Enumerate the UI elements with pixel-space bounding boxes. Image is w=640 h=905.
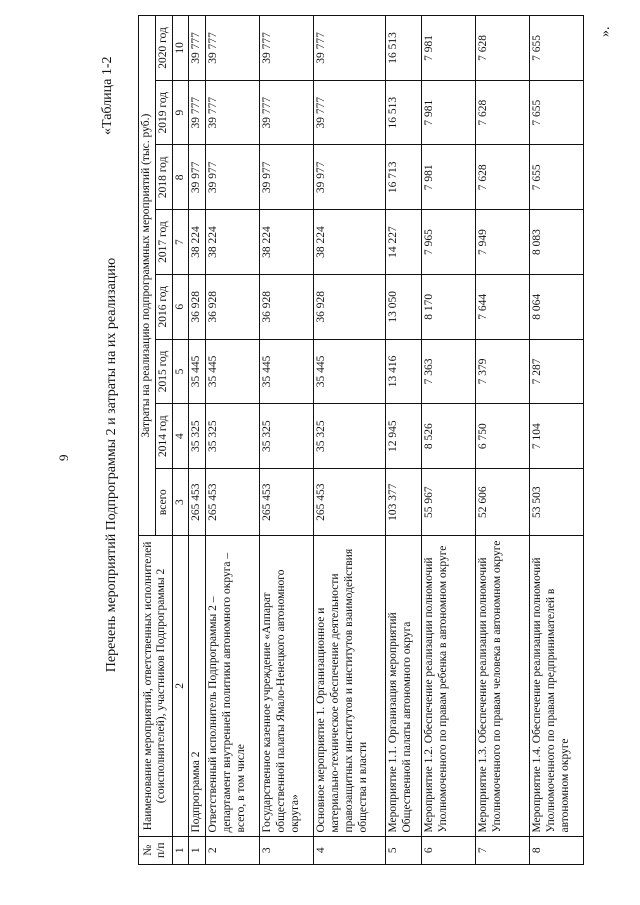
cell-value: 38 224 — [260, 210, 314, 275]
cell-value: 36 928 — [206, 274, 260, 339]
row-name: Подпрограмма 2 — [189, 536, 206, 836]
cell-value: 7 981 — [422, 16, 476, 81]
cell-value: 7 644 — [476, 274, 530, 339]
row-name: Мероприятие 1.1. Организация мероприятий Общественной палаты автономного округа — [386, 536, 422, 836]
header-year: 2014 год — [155, 404, 172, 469]
cell-value: 35 325 — [206, 404, 260, 469]
column-number: 8 — [172, 145, 189, 210]
header-year: 2019 год — [155, 80, 172, 145]
table-row — [476, 16, 530, 865]
cell-value: 35 445 — [206, 339, 260, 404]
cell-value: 13 416 — [386, 339, 422, 404]
cell-value: 39 777 — [260, 80, 314, 145]
table-row — [260, 16, 314, 865]
cell-total: 265 453 — [206, 469, 260, 536]
cell-value: 7 628 — [476, 145, 530, 210]
cell-value: 38 224 — [189, 210, 206, 275]
cell-value: 7 949 — [476, 210, 530, 275]
cell-value: 35 445 — [314, 339, 386, 404]
cell-total: 265 453 — [314, 469, 386, 536]
cell-value: 7 655 — [530, 16, 584, 81]
cell-value: 16 713 — [386, 145, 422, 210]
cell-value: 14 227 — [386, 210, 422, 275]
table-row — [314, 16, 386, 865]
cell-value: 7 379 — [476, 339, 530, 404]
cell-total: 103 377 — [386, 469, 422, 536]
cell-value: 7 981 — [422, 80, 476, 145]
row-number: 5 — [386, 836, 422, 864]
column-number: 9 — [172, 80, 189, 145]
header-year: 2018 год — [155, 145, 172, 210]
header-num: № п/п — [139, 836, 173, 864]
cell-value: 39 977 — [206, 145, 260, 210]
cell-value: 7 363 — [422, 339, 476, 404]
cell-value: 7 628 — [476, 80, 530, 145]
column-number: 1 — [172, 836, 189, 864]
cell-value: 38 224 — [314, 210, 386, 275]
column-number: 2 — [172, 536, 189, 836]
costs-table — [138, 15, 584, 865]
cell-value: 7 655 — [530, 80, 584, 145]
row-number: 2 — [206, 836, 260, 864]
row-name: Основное мероприятие 1. Организационное и материально-техническое обеспечение деятельности правозащитных институтов и институтов взаимодействия общества и власти — [314, 536, 386, 836]
cell-value: 35 325 — [314, 404, 386, 469]
cell-total: 52 606 — [476, 469, 530, 536]
cell-value: 8 083 — [530, 210, 584, 275]
cell-value: 12 945 — [386, 404, 422, 469]
row-number: 6 — [422, 836, 476, 864]
cell-value: 39 777 — [189, 80, 206, 145]
column-number-row — [172, 16, 189, 865]
cell-value: 7 628 — [476, 16, 530, 81]
cell-value: 13 050 — [386, 274, 422, 339]
table-label: «Таблица 1-2 — [100, 56, 115, 135]
cell-value: 7 655 — [530, 145, 584, 210]
cell-value: 7 287 — [530, 339, 584, 404]
cell-value: 39 777 — [206, 16, 260, 81]
column-number: 3 — [172, 469, 189, 536]
cell-value: 35 445 — [260, 339, 314, 404]
column-number: 7 — [172, 210, 189, 275]
cell-value: 7 981 — [422, 145, 476, 210]
table-row — [206, 16, 260, 865]
table-row — [189, 16, 206, 865]
row-number: 4 — [314, 836, 386, 864]
row-number: 3 — [260, 836, 314, 864]
header-year: 2017 год — [155, 210, 172, 275]
header-year: 2016 год — [155, 274, 172, 339]
cell-value: 16 513 — [386, 80, 422, 145]
cell-value: 7 104 — [530, 404, 584, 469]
cell-value: 8 170 — [422, 274, 476, 339]
page-number: 9 — [56, 454, 71, 461]
cell-total: 53 503 — [530, 469, 584, 536]
header-costs-group: Затраты на реализацию подпрограммных мероприятий (тыс. руб.) — [139, 16, 156, 536]
cell-value: 39 777 — [314, 80, 386, 145]
cell-value: 35 325 — [260, 404, 314, 469]
row-number: 8 — [530, 836, 584, 864]
document-title: Перечень мероприятий Подпрограммы 2 и затраты на их реализацию — [104, 257, 119, 673]
row-name: Мероприятие 1.4. Обеспечение реализации полномочий Уполномоченного по правам предпринимателей в автономном округе — [530, 536, 584, 836]
cell-value: 35 325 — [189, 404, 206, 469]
cell-value: 8 064 — [530, 274, 584, 339]
cell-value: 39 977 — [260, 145, 314, 210]
row-name: Мероприятие 1.2. Обеспечение реализации полномочий Уполномоченного по правам ребенка в автономном округе — [422, 536, 476, 836]
cell-total: 55 967 — [422, 469, 476, 536]
column-number: 10 — [172, 16, 189, 81]
cell-total: 265 453 — [189, 469, 206, 536]
cell-value: 36 928 — [189, 274, 206, 339]
row-name: Ответственный исполнитель Подпрограммы 2 – департамент внутренней политики автономного округа – всего, в том числе — [206, 536, 260, 836]
cell-total: 265 453 — [260, 469, 314, 536]
column-number: 4 — [172, 404, 189, 469]
cell-value: 8 526 — [422, 404, 476, 469]
cell-value: 35 445 — [189, 339, 206, 404]
cell-value: 39 777 — [206, 80, 260, 145]
cell-value: 36 928 — [260, 274, 314, 339]
row-name: Государственное казенное учреждение «Аппарат общественной палаты Ямало-Ненецкого автономного округа» — [260, 536, 314, 836]
header-name: Наименование мероприятий, ответственных исполнителей (соисполнителей), участников Подпрограммы 2 — [139, 536, 173, 836]
column-number: 6 — [172, 274, 189, 339]
row-number: 1 — [189, 836, 206, 864]
cell-value: 36 928 — [314, 274, 386, 339]
table-row — [422, 16, 476, 865]
cell-value: 6 750 — [476, 404, 530, 469]
cell-value: 7 965 — [422, 210, 476, 275]
cell-value: 39 777 — [189, 16, 206, 81]
cell-value: 38 224 — [206, 210, 260, 275]
cell-value: 39 777 — [314, 16, 386, 81]
cell-value: 39 977 — [189, 145, 206, 210]
header-total: всего — [155, 469, 172, 536]
header-year: 2020 год — [155, 16, 172, 81]
row-name: Мероприятие 1.3. Обеспечение реализации полномочий Уполномоченного по правам человека в автономном округе — [476, 536, 530, 836]
cell-value: 16 513 — [386, 16, 422, 81]
table-row — [386, 16, 422, 865]
cell-value: 39 777 — [260, 16, 314, 81]
column-number: 5 — [172, 339, 189, 404]
table-row — [530, 16, 584, 865]
header-year: 2015 год — [155, 339, 172, 404]
cell-value: 39 977 — [314, 145, 386, 210]
row-number: 7 — [476, 836, 530, 864]
closing-quote-mark: ». — [598, 26, 613, 37]
